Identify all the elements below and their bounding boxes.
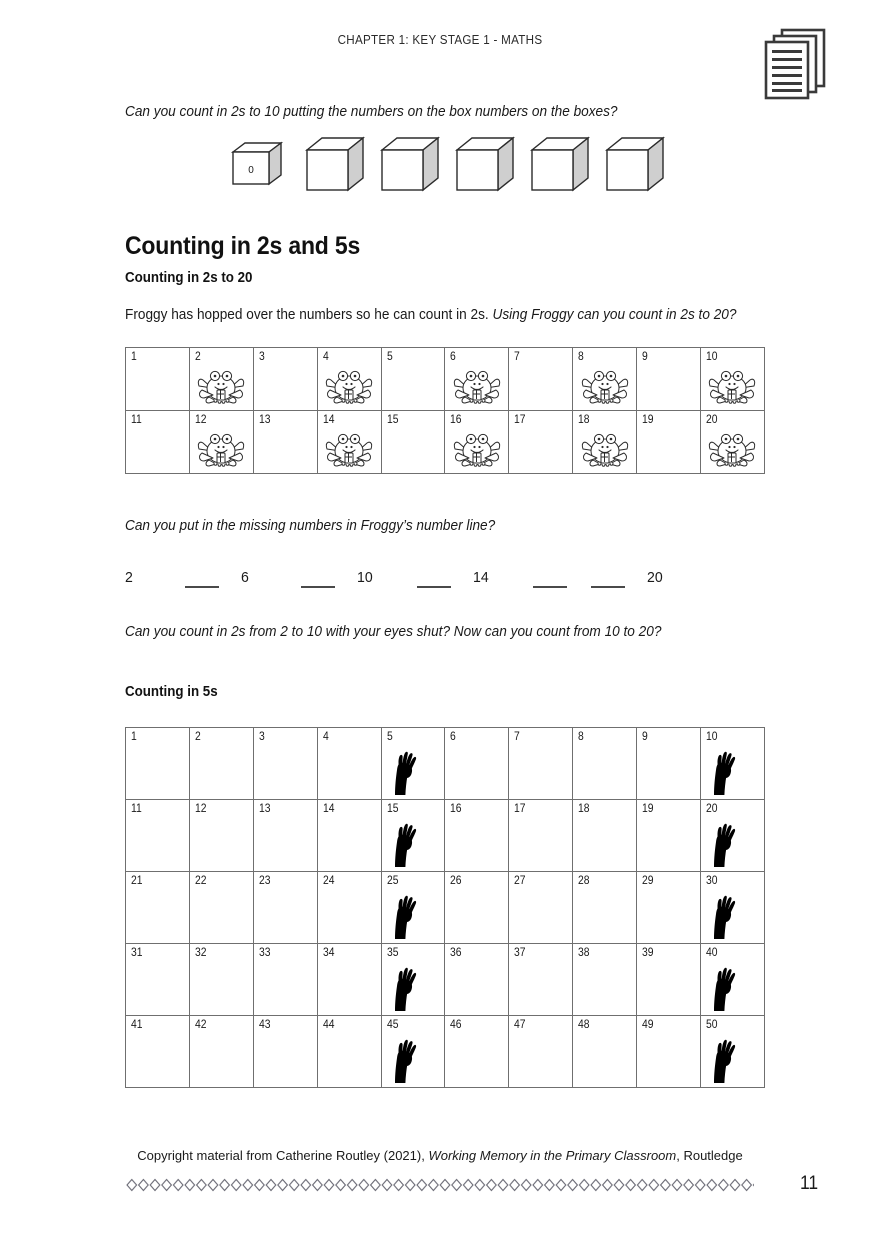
grid-cell[interactable] xyxy=(381,800,445,872)
cell-number: 7 xyxy=(514,731,521,743)
cell-artwork xyxy=(701,818,764,868)
cell-number: 13 xyxy=(258,803,271,815)
grid-cell[interactable] xyxy=(126,1016,190,1088)
cell-number: 36 xyxy=(450,947,462,959)
cell-number: 19 xyxy=(642,803,654,815)
numberline-prompt: Can you put in the missing numbers in Froggy’s number line? xyxy=(125,518,496,534)
cell-number: 19 xyxy=(642,414,654,426)
grid-cell[interactable] xyxy=(189,1016,253,1088)
cell-number: 2 xyxy=(194,731,201,743)
grid-cell[interactable] xyxy=(701,944,765,1016)
raised-hand-icon xyxy=(709,746,737,796)
grid-cell[interactable] xyxy=(573,348,637,411)
table-row xyxy=(126,728,765,800)
cell-number: 5 xyxy=(386,351,393,363)
cell-number: 3 xyxy=(258,351,265,363)
grid-cell[interactable] xyxy=(126,944,190,1016)
cell-number: 10 xyxy=(706,351,718,363)
cell-number: 21 xyxy=(131,875,143,887)
grid-cell[interactable] xyxy=(253,800,317,872)
box-row xyxy=(225,134,675,196)
cell-number: 45 xyxy=(386,1019,399,1031)
grid-cell[interactable] xyxy=(381,944,445,1016)
cube-empty-5 xyxy=(607,138,663,190)
cell-number: 30 xyxy=(706,875,718,887)
grid-cell[interactable] xyxy=(317,411,381,474)
grid-cell[interactable] xyxy=(253,944,317,1016)
frog-icon xyxy=(452,429,502,471)
cell-artwork xyxy=(573,429,636,471)
cell-number: 38 xyxy=(578,947,590,959)
cell-number: 26 xyxy=(450,875,462,887)
grid-cell[interactable] xyxy=(381,728,445,800)
grid-cell[interactable] xyxy=(126,728,190,800)
grid-cell[interactable] xyxy=(573,728,637,800)
cell-number: 49 xyxy=(642,1019,654,1031)
grid-cell[interactable] xyxy=(445,872,509,944)
raised-hand-icon xyxy=(709,962,737,1012)
cube-0 xyxy=(233,143,281,184)
cell-artwork xyxy=(190,366,253,408)
counting-5s-table xyxy=(125,727,765,1088)
cell-artwork xyxy=(701,1034,764,1084)
cell-number: 16 xyxy=(450,803,462,815)
grid-cell[interactable] xyxy=(701,872,765,944)
number-line-blank[interactable] xyxy=(185,586,219,588)
grid-cell[interactable] xyxy=(381,872,445,944)
cell-number: 14 xyxy=(322,803,335,815)
eyes-shut-prompt: Can you count in 2s from 2 to 10 with your eyes shut? Now can you count from 10 to 20? xyxy=(125,624,662,640)
cell-number: 6 xyxy=(450,351,457,363)
cell-number: 43 xyxy=(258,1019,271,1031)
footer-credit xyxy=(0,1148,880,1163)
cell-number: 8 xyxy=(578,351,584,363)
grid-cell[interactable] xyxy=(573,1016,637,1088)
cell-number: 1 xyxy=(131,731,137,743)
raised-hand-icon xyxy=(390,890,418,940)
cell-number: 14 xyxy=(322,414,335,426)
cell-number: 37 xyxy=(514,947,526,959)
grid-cell[interactable] xyxy=(445,728,509,800)
number-line-value: 6 xyxy=(241,569,249,586)
cell-artwork xyxy=(382,818,445,868)
cell-number: 46 xyxy=(450,1019,462,1031)
frog-icon xyxy=(196,429,246,471)
grid-cell[interactable] xyxy=(637,800,701,872)
frog-icon xyxy=(196,366,246,408)
grid-cell[interactable] xyxy=(381,411,445,474)
cell-number: 2 xyxy=(194,351,201,363)
grid-cell[interactable] xyxy=(701,728,765,800)
cell-artwork xyxy=(382,1034,445,1084)
cell-number: 44 xyxy=(322,1019,335,1031)
cell-number: 28 xyxy=(578,875,590,887)
grid-cell[interactable] xyxy=(573,872,637,944)
grid-cell[interactable] xyxy=(253,728,317,800)
table-row xyxy=(126,348,765,411)
raised-hand-icon xyxy=(390,746,418,796)
number-line-value: 14 xyxy=(473,569,489,586)
number-line-blank[interactable] xyxy=(591,586,625,588)
grid-cell[interactable] xyxy=(317,800,381,872)
cell-number: 11 xyxy=(131,803,142,815)
counting-5s-table-body xyxy=(126,728,765,1088)
grid-cell[interactable] xyxy=(509,944,573,1016)
frog-icon xyxy=(580,429,630,471)
cell-artwork xyxy=(701,429,764,471)
number-line-value: 20 xyxy=(647,569,663,586)
grid-cell[interactable] xyxy=(189,348,253,411)
cell-number: 41 xyxy=(131,1019,143,1031)
grid-cell[interactable] xyxy=(445,944,509,1016)
cell-artwork xyxy=(382,746,445,796)
number-line-blank[interactable] xyxy=(533,586,567,588)
cell-number: 29 xyxy=(642,875,654,887)
raised-hand-icon xyxy=(709,818,737,868)
raised-hand-icon xyxy=(709,1034,737,1084)
cell-number: 35 xyxy=(386,947,399,959)
grid-cell[interactable] xyxy=(701,348,765,411)
frog-icon xyxy=(707,366,757,408)
cell-number: 18 xyxy=(578,414,590,426)
grid-cell[interactable] xyxy=(317,348,381,411)
cell-number: 7 xyxy=(514,351,521,363)
number-line xyxy=(125,569,663,593)
cell-artwork xyxy=(701,962,764,1012)
grid-cell[interactable] xyxy=(637,348,701,411)
cube-empty-4 xyxy=(532,138,588,190)
cell-number: 4 xyxy=(322,731,329,743)
cell-number: 48 xyxy=(578,1019,590,1031)
frog-icon xyxy=(707,429,757,471)
cell-artwork xyxy=(573,366,636,408)
grid-cell[interactable] xyxy=(317,1016,381,1088)
froggy-intro-plain: Froggy has hopped over the numbers so he can count in 2s. xyxy=(125,307,493,323)
cell-number: 39 xyxy=(642,947,654,959)
cell-number: 31 xyxy=(131,947,143,959)
raised-hand-icon xyxy=(390,962,418,1012)
grid-cell[interactable] xyxy=(701,1016,765,1088)
cell-artwork xyxy=(190,429,253,471)
box-row-svg xyxy=(225,134,675,196)
cell-artwork xyxy=(701,890,764,940)
cell-number: 25 xyxy=(386,875,399,887)
grid-cell[interactable] xyxy=(573,944,637,1016)
grid-cell[interactable] xyxy=(253,872,317,944)
cell-artwork xyxy=(445,366,508,408)
grid-cell[interactable] xyxy=(189,800,253,872)
grid-cell[interactable] xyxy=(637,728,701,800)
cell-number: 24 xyxy=(322,875,335,887)
grid-cell[interactable] xyxy=(637,1016,701,1088)
cell-number: 22 xyxy=(194,875,207,887)
cell-number: 15 xyxy=(386,414,399,426)
raised-hand-icon xyxy=(390,1034,418,1084)
subsection-title-5s: Counting in 5s xyxy=(125,684,218,700)
diamond-rule-divider xyxy=(126,1178,754,1192)
boxes-prompt: Can you count in 2s to 10 putting the numbers on the box numbers on the boxes? xyxy=(125,104,618,120)
grid-cell[interactable] xyxy=(126,348,190,411)
section-title: Counting in 2s and 5s xyxy=(125,232,361,260)
grid-cell[interactable] xyxy=(573,800,637,872)
grid-cell[interactable] xyxy=(637,944,701,1016)
grid-cell[interactable] xyxy=(637,872,701,944)
cell-artwork xyxy=(701,366,764,408)
grid-cell[interactable] xyxy=(701,800,765,872)
grid-cell[interactable] xyxy=(701,411,765,474)
grid-cell[interactable] xyxy=(573,411,637,474)
grid-cell[interactable] xyxy=(637,411,701,474)
grid-cell[interactable] xyxy=(445,411,509,474)
table-row xyxy=(126,944,765,1016)
subsection-title-2s: Counting in 2s to 20 xyxy=(125,270,253,286)
cell-number: 9 xyxy=(642,731,648,743)
cell-number: 15 xyxy=(386,803,399,815)
grid-cell[interactable] xyxy=(126,800,190,872)
cube-empty-1 xyxy=(307,138,363,190)
cell-number: 9 xyxy=(642,351,648,363)
grid-cell[interactable] xyxy=(381,1016,445,1088)
grid-cell[interactable] xyxy=(317,728,381,800)
cell-number: 20 xyxy=(706,414,718,426)
number-line-value: 10 xyxy=(357,569,373,586)
cube-empty-3 xyxy=(457,138,513,190)
frog-icon xyxy=(452,366,502,408)
cell-number: 16 xyxy=(450,414,462,426)
cell-number: 33 xyxy=(258,947,271,959)
grid-cell[interactable] xyxy=(509,800,573,872)
raised-hand-icon xyxy=(390,818,418,868)
cell-number: 4 xyxy=(322,351,329,363)
raised-hand-icon xyxy=(709,890,737,940)
cell-number: 3 xyxy=(258,731,265,743)
cell-number: 12 xyxy=(194,803,207,815)
credit-suffix: , Routledge xyxy=(676,1148,743,1163)
cell-number: 20 xyxy=(706,803,718,815)
cell-number: 34 xyxy=(322,947,335,959)
table-row xyxy=(126,872,765,944)
grid-cell[interactable] xyxy=(317,944,381,1016)
cell-number: 17 xyxy=(514,414,526,426)
cell-number: 27 xyxy=(514,875,526,887)
cell-number: 23 xyxy=(258,875,271,887)
grid-cell[interactable] xyxy=(509,872,573,944)
froggy-intro-italic: Using Froggy can you count in 2s to 20? xyxy=(492,307,737,323)
cell-number: 11 xyxy=(131,414,142,426)
cube-empty-2 xyxy=(382,138,438,190)
document-stack-icon xyxy=(760,26,832,106)
number-line-blank[interactable] xyxy=(417,586,451,588)
grid-cell[interactable] xyxy=(253,348,317,411)
grid-cell[interactable] xyxy=(509,728,573,800)
cell-number: 6 xyxy=(450,731,457,743)
grid-cell[interactable] xyxy=(445,800,509,872)
cell-artwork xyxy=(318,366,381,408)
cell-artwork xyxy=(445,429,508,471)
frog-icon xyxy=(580,366,630,408)
number-line-blank[interactable] xyxy=(301,586,335,588)
cell-number: 42 xyxy=(194,1019,207,1031)
cell-number: 13 xyxy=(258,414,271,426)
grid-cell[interactable] xyxy=(189,728,253,800)
frog-icon xyxy=(324,366,374,408)
cell-number: 47 xyxy=(514,1019,526,1031)
grid-cell[interactable] xyxy=(126,411,190,474)
grid-cell[interactable] xyxy=(445,1016,509,1088)
cell-artwork xyxy=(382,890,445,940)
cell-number: 17 xyxy=(514,803,526,815)
cell-number: 50 xyxy=(706,1019,718,1031)
svg-text:0: 0 xyxy=(248,165,254,176)
grid-cell[interactable] xyxy=(189,944,253,1016)
froggy-intro xyxy=(125,307,736,323)
credit-prefix: Copyright material from Catherine Routley (2021), xyxy=(137,1148,429,1163)
grid-cell[interactable] xyxy=(126,872,190,944)
cell-artwork xyxy=(701,746,764,796)
cell-number: 12 xyxy=(194,414,207,426)
cell-artwork xyxy=(318,429,381,471)
counting-2s-table xyxy=(125,347,765,474)
table-row xyxy=(126,1016,765,1088)
cell-artwork xyxy=(382,962,445,1012)
cell-number: 10 xyxy=(706,731,718,743)
cell-number: 32 xyxy=(194,947,207,959)
cell-number: 18 xyxy=(578,803,590,815)
table-row xyxy=(126,800,765,872)
grid-cell[interactable] xyxy=(253,411,317,474)
grid-cell[interactable] xyxy=(189,411,253,474)
chapter-header: CHAPTER 1: KEY STAGE 1 - MATHS xyxy=(337,33,543,47)
table-row xyxy=(126,411,765,474)
page-number: 11 xyxy=(800,1173,819,1194)
cell-number: 40 xyxy=(706,947,718,959)
counting-2s-table-body xyxy=(126,348,765,474)
grid-cell[interactable] xyxy=(445,348,509,411)
grid-cell[interactable] xyxy=(317,872,381,944)
grid-cell[interactable] xyxy=(509,1016,573,1088)
grid-cell[interactable] xyxy=(509,411,573,474)
number-line-value: 2 xyxy=(125,569,133,586)
grid-cell[interactable] xyxy=(509,348,573,411)
cell-number: 1 xyxy=(131,351,137,363)
grid-cell[interactable] xyxy=(253,1016,317,1088)
grid-cell[interactable] xyxy=(189,872,253,944)
frog-icon xyxy=(324,429,374,471)
cell-number: 8 xyxy=(578,731,584,743)
grid-cell[interactable] xyxy=(381,348,445,411)
cell-number: 5 xyxy=(386,731,393,743)
credit-title: Working Memory in the Primary Classroom xyxy=(428,1148,677,1163)
